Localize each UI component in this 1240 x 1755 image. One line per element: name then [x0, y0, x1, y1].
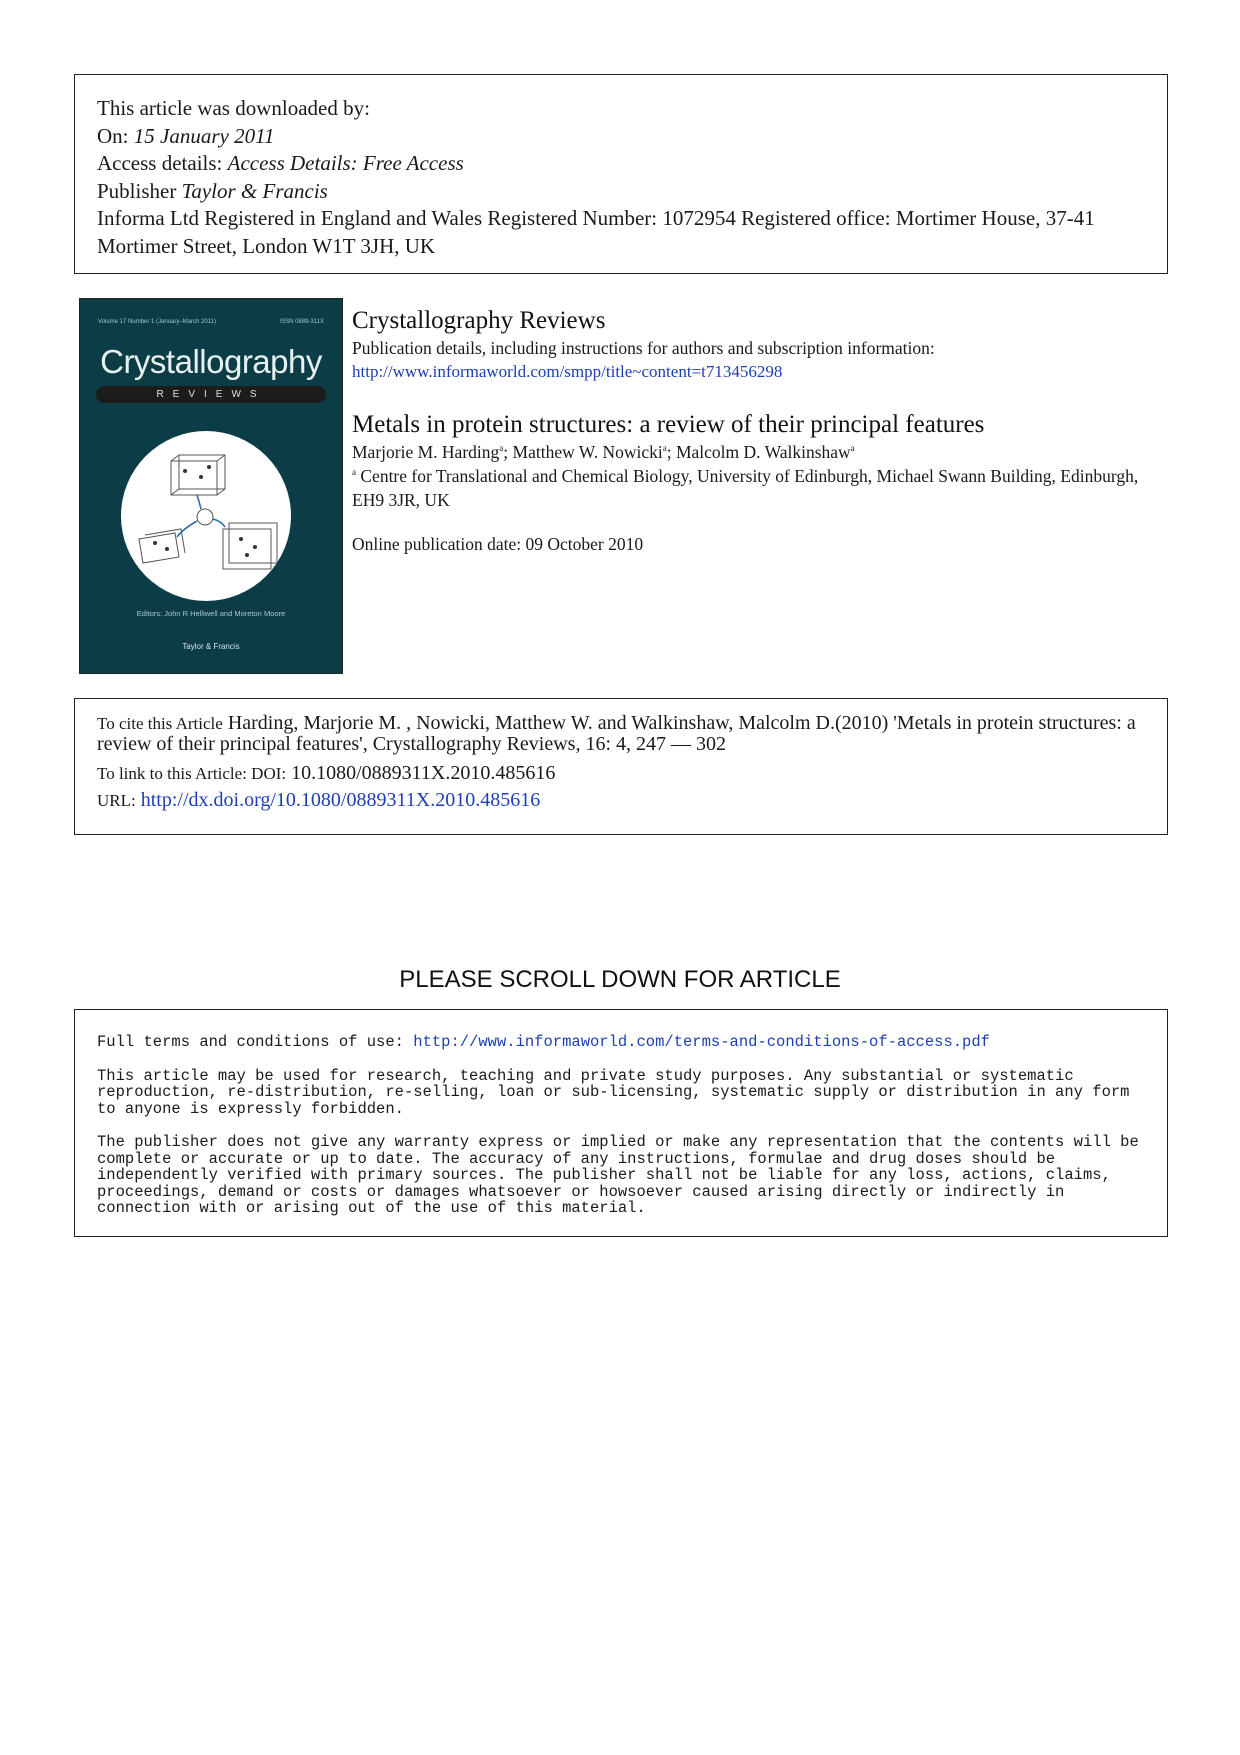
affiliation-line	[352, 464, 1152, 512]
access-details-line	[97, 150, 1145, 178]
terms-box	[74, 1009, 1168, 1237]
doi-value: 10.1080/0889311X.2010.485616	[291, 762, 556, 784]
citation-box	[74, 698, 1168, 835]
cite-text: Harding, Marjorie M. , Nowicki, Matthew W. and Walkinshaw, Malcolm D.(2010) 'Metals in protein structures: a review of their principal features', Crystallography Reviews, 16: 4, 247 — 302	[97, 712, 1136, 755]
affiliation-text: Centre for Translational and Chemical Biology, University of Edinburgh, Michael Swann Building, Edinburgh, EH9 3JR, UK	[352, 466, 1139, 510]
journal-url-link[interactable]: http://www.informaworld.com/smpp/title~content=t713456298	[352, 362, 783, 381]
cover-publisher: Taylor & Francis	[182, 642, 240, 651]
affiliation-mark: a	[850, 443, 855, 454]
terms-label: Full terms and conditions of use:	[97, 1033, 404, 1051]
journal-cover	[79, 298, 343, 674]
article-title: Metals in protein structures: a review of their principal features	[352, 411, 985, 438]
cover-volume-info: Volume 17 Number 1 (January–March 2011)	[98, 319, 216, 325]
doi-label: To link to this Article: DOI:	[97, 764, 287, 783]
affiliation-mark: a	[662, 443, 667, 454]
terms-disclaimer-paragraph: The publisher does not give any warranty express or implied or make any representation that the contents will be complete or accurate or up to date. The accuracy of any instructions, formulae and drug doses should be independently verified with primary sources. The publisher shall not be liable for any loss, actions, claims, proceedings, demand or costs or damages whatsoever or howsoever caused arising directly or indirectly in connection with or arising out of the use of this material.	[97, 1133, 1139, 1217]
journal-title: Crystallography Reviews	[352, 307, 606, 334]
terms-line	[97, 1034, 1145, 1051]
cover-top-info	[98, 319, 324, 325]
author-walkinshaw: Malcolm D. Walkinshaw	[675, 442, 851, 462]
online-publication-date: Online publication date: 09 October 2010	[352, 534, 644, 554]
url-line	[97, 787, 1145, 814]
cover-issn: ISSN 0889-311X	[279, 319, 324, 325]
doi-line	[97, 760, 1145, 787]
terms-url-link[interactable]: http://www.informaworld.com/terms-and-conditions-of-access.pdf	[413, 1033, 990, 1051]
affiliation-mark: a	[499, 443, 504, 454]
download-info-box	[74, 74, 1168, 274]
authors-line: Marjorie M. Harding$^a$; Matthew W. Nowicki$^a$; Malcolm D. Walkinshaw$^a$	[352, 442, 855, 462]
doi-url-link[interactable]: http://dx.doi.org/10.1080/0889311X.2010.485616	[140, 789, 541, 811]
access-label: Access details:	[97, 151, 223, 175]
url-label: URL:	[97, 791, 136, 810]
cover-subtitle: REVIEWS	[96, 386, 326, 403]
citation-line	[97, 713, 1145, 754]
on-label: On:	[97, 123, 129, 148]
registration-info: Informa Ltd Registered in England and Wales Registered Number: 1072954 Registered office: Mortimer House, 37-41 Mortimer Street, London W1T 3JH, UK	[97, 206, 1095, 258]
crystal-structure-icon	[121, 431, 291, 601]
publisher-label: Publisher	[97, 178, 177, 203]
download-date-line	[97, 123, 1145, 151]
author-nowicki: Matthew W. Nowicki	[512, 442, 663, 462]
author-harding: Marjorie M. Harding	[352, 442, 500, 462]
cover-editors: Editors: John R Helliwell and Moreton Moore	[136, 609, 286, 618]
cover-title: Crystallography	[100, 343, 322, 380]
download-date: 15 January 2011	[133, 123, 275, 148]
cover-crystal-illustration	[121, 431, 291, 601]
scroll-down-message: PLEASE SCROLL DOWN FOR ARTICLE	[399, 966, 841, 993]
access-value: Access Details: Free Access	[227, 151, 464, 175]
terms-usage-paragraph: This article may be used for research, teaching and private study purposes. Any substantial or systematic reproduction, re-distribution, re-selling, loan or sub-licensing, systematic supply or distribution in any form to anyone is expressly forbidden.	[97, 1066, 1130, 1118]
article-info	[352, 306, 1152, 556]
cite-label: To cite this Article	[97, 714, 223, 733]
publisher-value: Taylor & Francis	[181, 178, 328, 203]
publisher-line	[97, 178, 1145, 206]
affiliation-mark: a	[352, 467, 356, 478]
publication-details: Publication details, including instructions for authors and subscription information:	[352, 338, 935, 358]
downloaded-by-line: This article was downloaded by:	[97, 96, 370, 120]
